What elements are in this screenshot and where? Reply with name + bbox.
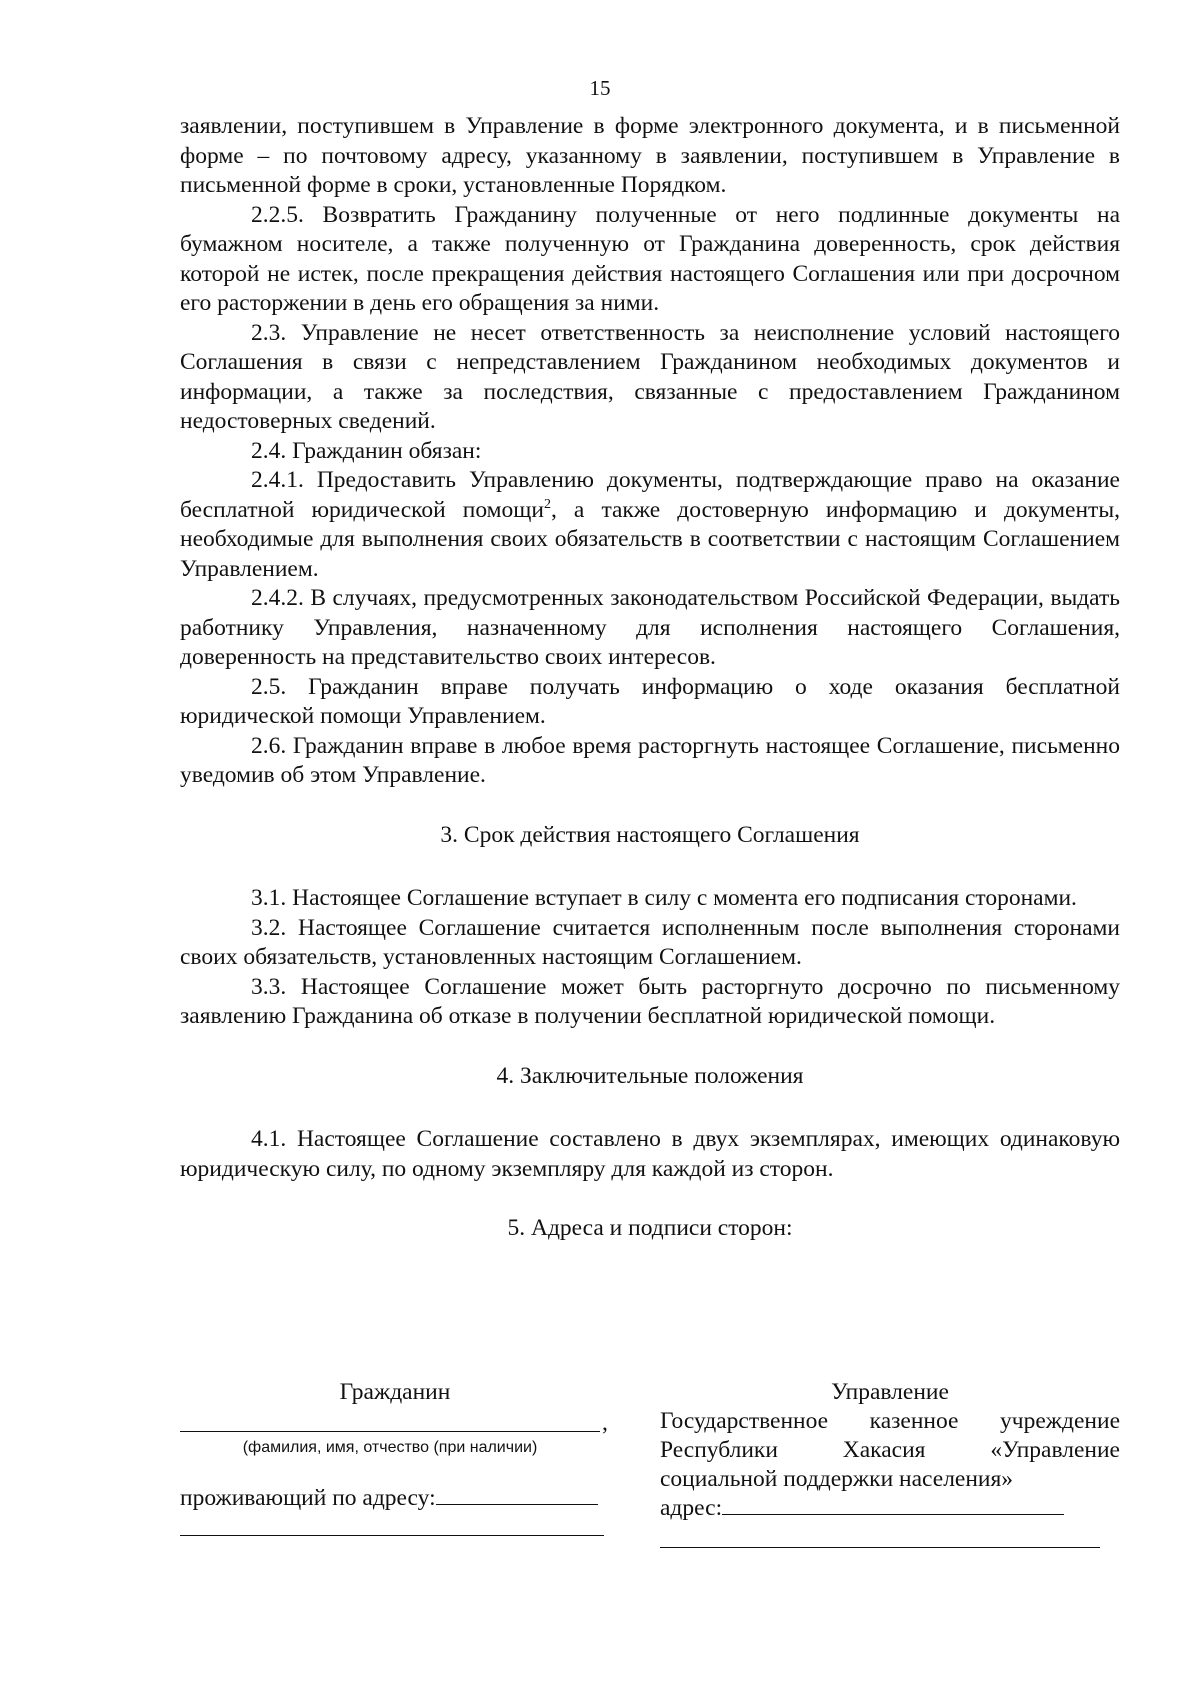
page-number: 15: [589, 76, 611, 100]
paragraph-continuation: заявлении, поступившем в Управление в форме электронного документа, и в письменной форме – по почтовому адресу, указанному в заявлении, поступившем в Управление в письменной форме в сроки, установленные Порядком.: [180, 113, 1120, 198]
administration-address-line-2: [660, 1547, 1100, 1548]
citizen-name-caption: (фамилия, имя, отчество (при наличии): [242, 1439, 538, 1456]
citizen-title: Гражданин: [339, 1379, 451, 1405]
citizen-address-label: проживающий по адресу:: [180, 1485, 436, 1511]
administration-address-label: адрес:: [660, 1495, 723, 1521]
paragraph-2-4-1: [180, 466, 1120, 584]
paragraph-2-4-2: 2.4.2. В случаях, предусмотренных законодательством Российской Федерации, выдать работнику Управления, назначенному для исполнения настоящего Соглашения, доверенность на представительство своих интересов.: [180, 585, 1120, 670]
citizen-address-line-2: [180, 1535, 604, 1536]
administration-address-line: [722, 1496, 1064, 1515]
administration-title: Управление: [831, 1379, 949, 1405]
paragraph-2-4: 2.4. Гражданин обязан:: [251, 437, 482, 464]
citizen-address-row: [180, 1484, 610, 1513]
administration-address-row: [660, 1494, 1120, 1523]
paragraph-2-4-1-text: 2.4.1. Предоставить Управлению документы, подтверждающие право на оказание бесплатной юридической помощи: [180, 467, 1120, 523]
citizen-name-line-row: [180, 1407, 610, 1436]
paragraph-2-5: 2.5. Гражданин вправе получать информацию о ходе оказания бесплатной юридической помощи Управлением.: [180, 673, 1120, 729]
paragraph-2-4-1-text-cont: , а также достоверную информацию и документы, необходимые для выполнения своих обязательств в соответствии с настоящим Соглашением Управлением.: [180, 496, 1120, 582]
paragraph-4-1: 4.1. Настоящее Соглашение составлено в двух экземплярах, имеющих одинаковую юридическую силу, по одному экземпляру для каждой из сторон.: [180, 1126, 1120, 1182]
paragraph-3-3: 3.3. Настоящее Соглашение может быть расторгнуто досрочно по письменному заявлению Гражданина об отказе в получении бесплатной юридической помощи.: [180, 973, 1120, 1029]
paragraph-3-1: 3.1. Настоящее Соглашение вступает в силу с момента его подписания сторонами.: [251, 885, 1077, 911]
section-heading-3: 3. Срок действия настоящего Соглашения: [440, 821, 860, 848]
section-heading-4: 4. Заключительные положения: [496, 1062, 804, 1089]
citizen-column: [180, 1378, 610, 1536]
section-heading-5: 5. Адреса и подписи сторон:: [507, 1215, 793, 1241]
signatures-block: [180, 1378, 1120, 1578]
citizen-name-line: [180, 1431, 600, 1432]
citizen-name-comma: ,: [602, 1410, 608, 1436]
paragraph-2-3: 2.3. Управление не несет ответственность за неисполнение условий настоящего Соглашения в связи с непредставлением Гражданином необходимых документов и информации, а также за последствия, связанные с предоставлением Гражданином недостоверных сведений.: [180, 319, 1120, 434]
paragraph-2-2-5: 2.2.5. Возвратить Гражданину полученные от него подлинные документы на бумажном носителе, а также полученную от Гражданина доверенность, срок действия которой не истек, после прекращения действия настоящего Соглашения или при досрочном его расторжении в день его обращения за ними.: [180, 201, 1120, 316]
document-body: [180, 112, 1120, 1278]
administration-org-name: Государственное казенное учреждение Республики Хакасия «Управление социальной поддержки населения»: [660, 1408, 1120, 1492]
citizen-address-line: [436, 1486, 598, 1505]
footnote-marker: 2: [543, 496, 551, 512]
administration-column: [660, 1378, 1120, 1548]
paragraph-2-6: 2.6. Гражданин вправе в любое время расторгнуть настоящее Соглашение, письменно уведомив об этом Управление.: [180, 732, 1120, 788]
paragraph-3-2: 3.2. Настоящее Соглашение считается исполненным после выполнения сторонами своих обязательств, установленных настоящим Соглашением.: [180, 914, 1120, 970]
